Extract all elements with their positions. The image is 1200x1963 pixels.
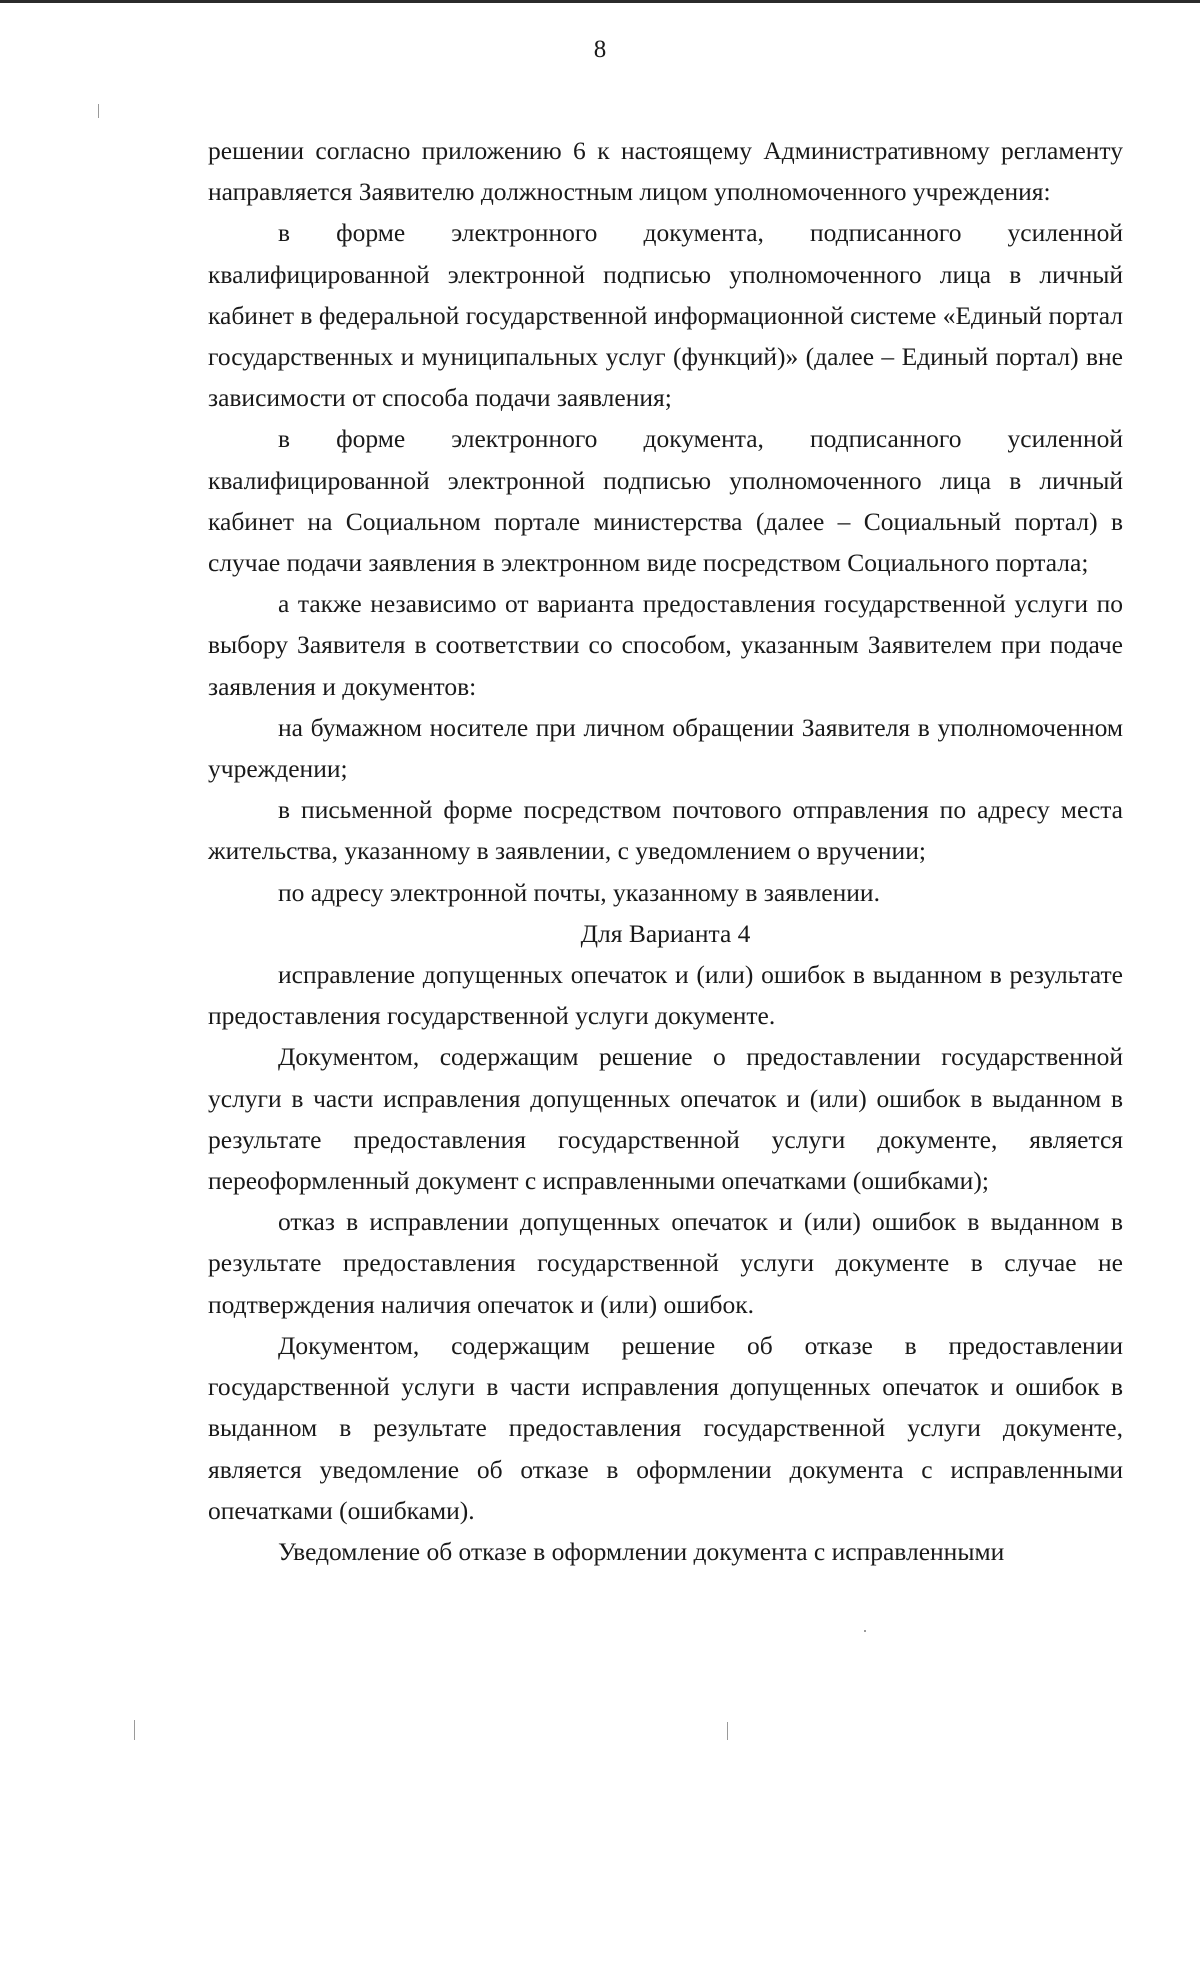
paragraph: Документом, содержащим решение об отказе в предоставлении государственной услуги в части исправления допущенных опечаток и ошибок в выданном в результате предоставления государственной услуги документе, является уведомление об отказе в оформлении документа с исправленными опечатками (ошибками). — [208, 1330, 1123, 1525]
paragraph: по адресу электронной почты, указанному в заявлении. — [278, 877, 880, 907]
paragraph: Уведомление об отказе в оформлении документа с исправленными — [278, 1536, 1005, 1566]
paragraph: Документом, содержащим решение о предоставлении государственной услуги в части исправления допущенных опечаток и (или) ошибок в выданном в результате предоставления государственной услуги документе, является переоформленный документ с исправленными опечатками (ошибками); — [208, 1042, 1123, 1196]
paragraph: в форме электронного документа, подписанного усиленной квалифицированной электронной подписью уполномоченного лица в личный кабинет на Социальном портале министерства (далее – Социальный портал) в случае подачи заявления в электронном виде посредством Социального портала; — [208, 424, 1123, 578]
paragraph: в форме электронного документа, подписанного усиленной квалифицированной электронной подписью уполномоченного лица в личный кабинет в федеральной государственной информационной системе «Единый портал государственных и муниципальных услуг (функций)» (далее – Единый портал) вне зависимости от способа подачи заявления; — [208, 218, 1123, 413]
scan-mark-left-top — [98, 104, 99, 118]
page-number: 8 — [593, 36, 607, 63]
scan-mark-dot — [864, 1630, 866, 1632]
paragraph: отказ в исправлении допущенных опечаток и (или) ошибок в выданном в результате предоставления государственной услуги документе в случае не подтверждения наличия опечаток и (или) ошибок. — [208, 1207, 1123, 1319]
paragraph: на бумажном носителе при личном обращении Заявителя в уполномоченном учреждении; — [208, 712, 1123, 784]
body-text — [208, 130, 1123, 1572]
paragraph: исправление допущенных опечаток и (или) ошибок в выданном в результате предоставления государственной услуги документе. — [208, 960, 1123, 1031]
scan-mark-center-bottom — [727, 1722, 728, 1740]
scan-top-border — [0, 0, 1200, 3]
paragraph: решении согласно приложению 6 к настоящему Административному регламенту направляется Заявителю должностным лицом уполномоченного учреждения: — [208, 136, 1123, 207]
paragraph: в письменной форме посредством почтового отправления по адресу места жительства, указанному в заявлении, с уведомлением о вручении; — [208, 795, 1123, 866]
paragraph: а также независимо от варианта предоставления государственной услуги по выбору Заявителя в соответствии со способом, указанным Заявителем при подаче заявления и документов: — [208, 589, 1123, 701]
section-heading: Для Варианта 4 — [580, 918, 751, 948]
scan-mark-left-bottom — [134, 1720, 135, 1740]
